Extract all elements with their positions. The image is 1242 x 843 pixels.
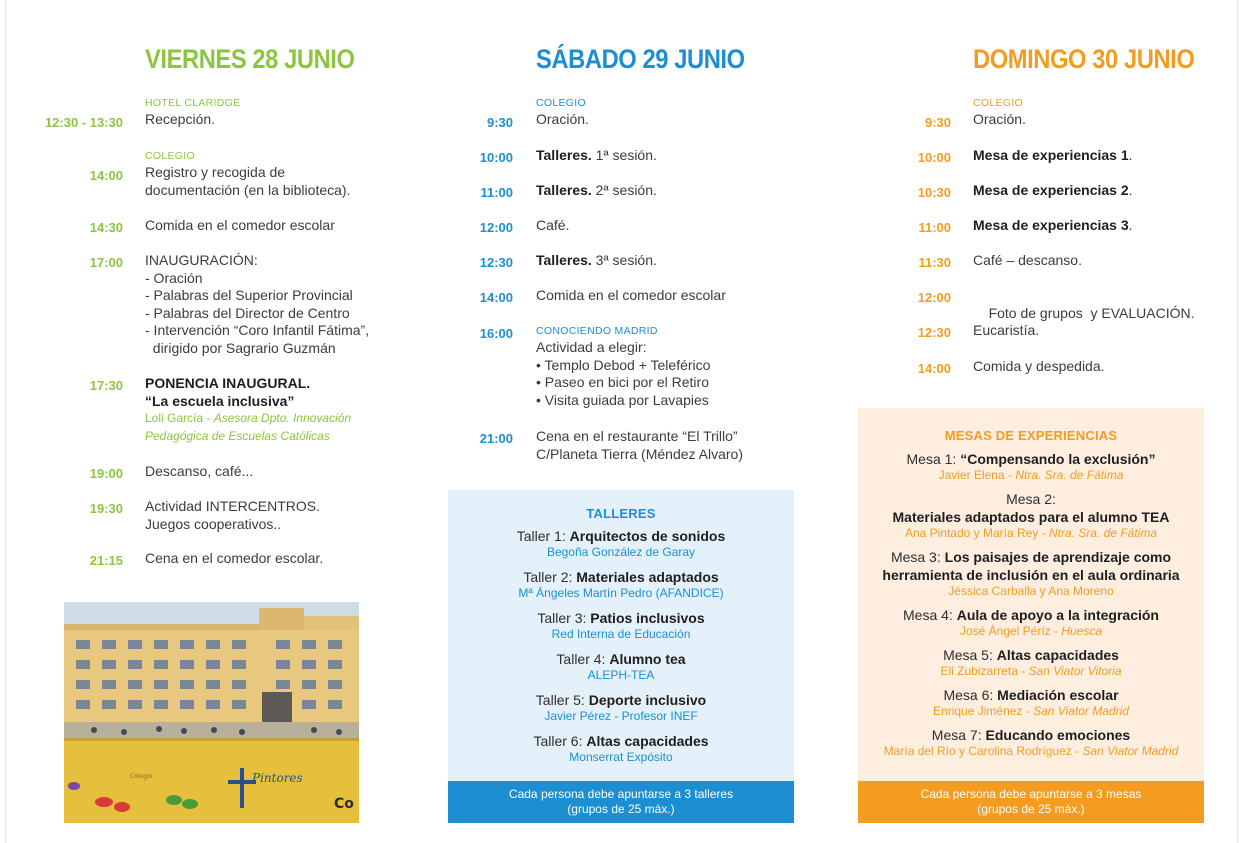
sunday-time-5: 11:30 [918,255,951,270]
location-label: COLEGIO [536,97,586,109]
saturday-entry-3: Talleres. 2ª sesión. [536,182,657,198]
sunday-entry-3: Mesa de experiencias 2. [973,182,1133,198]
saturday-entry-4: Café. [536,217,570,233]
saturday-time-2: 10:00 [479,150,513,165]
friday-title: VIERNES 28 JUNIO [145,44,355,74]
talleres-footer: Cada persona debe apuntarse a 3 talleres (grupos de 25 máx.) [448,781,794,823]
taller-item: Taller 5: Deporte inclusivo Javier Pérez - Profesor INEF [535,692,707,723]
friday-entry-4: INAUGURACIÓN: - Oración - Palabras del Superior Provincial - Palabras del Director de Centro - Intervención “Coro Infantil Fátima”, dirigido por Sagrario Guzmán [145,252,370,356]
sunday-entry-7: Eucaristía. [973,322,1040,338]
friday-time-3: 14:30 [89,220,123,235]
sunday-entry-6: Foto de grupos y EVALUACIÓN. [988,304,1195,321]
saturday-entry-6: Comida en el comedor escolar [536,287,726,303]
saturday-time-1: 9:30 [486,115,513,130]
wall-sign-text: Colegio [130,773,153,780]
saturday-time-8: 21:00 [479,431,513,446]
friday-time-2: 14:00 [89,168,123,183]
mesas-footer: Cada persona debe apuntarse a 3 mesas (grupos de 25 máx.) [858,781,1204,823]
friday-entry-2: COLEGIO Registro y recogida de documentación (en la biblioteca). [145,150,351,198]
speaker-credit: Loli García - Asesora Dpto. Innovación Pedagógica de Escuelas Católicas [145,411,352,443]
friday-entry-5: PONENCIA INAUGURAL. “La escuela inclusiva” Loli García - Asesora Dpto. Innovación Pedagógica de Escuelas Católicas [145,375,351,445]
talleres-box [448,490,794,823]
saturday-time-7: 16:00 [479,326,513,341]
friday-time-5: 17:30 [89,378,123,393]
sunday-time-7: 12:30 [917,325,951,340]
friday-time-1: 12:30 - 13:30 [44,115,123,130]
friday-entry-3: Comida en el comedor escolar [145,217,335,233]
left-margin-line [5,0,6,843]
friday-entry-7: Actividad INTERCENTROS. Juegos cooperativos.. [145,498,321,532]
location-label: CONOCIENDO MADRID [536,325,658,337]
saturday-entry-5: Talleres. 3ª sesión. [536,252,657,268]
school-photo [64,602,359,823]
sunday-entry-8: Comida y despedida. [973,358,1105,374]
friday-entry-6: Descanso, café... [145,463,254,479]
saturday-time-6: 14:00 [479,290,513,305]
sunday-time-2: 10:00 [917,150,951,165]
mesa-item: Mesa 7: Educando emociones María del Río y Carolina Rodríguez - San Viator Madrid [883,727,1179,758]
mesa-item: Mesa 1: “Compensando la exclusión” Javier Elena - Ntra. Sra. de Fátima [906,451,1156,482]
friday-time-6: 19:00 [89,466,123,481]
sunday-time-4: 11:00 [918,220,951,235]
location-label: HOTEL CLARIDGE [145,97,241,109]
saturday-time-4: 12:00 [479,220,513,235]
location-label: COLEGIO [145,150,195,162]
mesa-item: Mesa 4: Aula de apoyo a la integración José Ángel Péríz - Huesca [903,607,1159,638]
saturday-title: SÁBADO 29 JUNIO [536,44,745,74]
mesas-title: MESAS DE EXPERIENCIAS [944,428,1118,443]
sunday-title: DOMINGO 30 JUNIO [973,44,1195,74]
sunday-entry-4: Mesa de experiencias 3. [973,217,1133,233]
friday-time-8: 21:15 [89,553,123,568]
friday-time-4: 17:00 [89,255,123,270]
sunday-time-6: 12:00 [917,290,951,305]
taller-item: Taller 1: Arquitectos de sonidos Begoña González de Garay [516,528,726,559]
sunday-entry-2: Mesa de experiencias 1. [973,147,1133,163]
sunday-entry-5: Café – descanso. [973,252,1082,268]
mesa-item: Mesa 2: Materiales adaptados para el alumno TEA Ana Pintado y María Rey - Ntra. Sra. de Fátima [892,491,1170,540]
taller-item: Taller 2: Materiales adaptados Mª Ángeles Martín Pedro (AFANDICE) [518,569,724,600]
location-label: COLEGIO [973,97,1023,109]
mesa-item: Mesa 5: Altas capacidades Eli Zubizarreta - San Viator Vitoria [940,647,1122,678]
friday-time-7: 19:30 [89,501,123,516]
wall-painted-text: Pintores [252,771,303,785]
taller-item: Taller 3: Patios inclusivos Red Interna de Educación [537,610,705,641]
mesas-box [858,408,1204,823]
saturday-time-5: 12:30 [479,255,513,270]
taller-item: Taller 6: Altas capacidades Monserrat Expósito [533,733,709,764]
saturday-time-3: 11:00 [480,185,513,200]
taller-item: Taller 4: Alumno tea ALEPH-TEA [556,651,686,682]
mesa-item: Mesa 3: Los paisajes de aprendizaje como herramienta de inclusión en el aula ordinaria Jéssica Carballa y Ana Moreno [882,549,1180,598]
right-margin-line [1237,0,1238,843]
saturday-entry-7: CONOCIENDO MADRID Actividad a elegir: • Templo Debod + Teleférico • Paseo en bici por el Retiro • Visita guiada por Lavapies [536,325,711,408]
saturday-entry-8: Cena en el restaurante “El Trillo” C/Planeta Tierra (Méndez Alvaro) [536,428,743,462]
friday-entry-1: HOTEL CLARIDGE Recepción. [145,97,241,127]
saturday-entry-1: COLEGIO Oración. [536,97,589,127]
sunday-entry-1: COLEGIO Oración. [973,97,1026,127]
sunday-time-8: 14:00 [917,361,951,376]
saturday-entry-2: Talleres. 1ª sesión. [536,147,657,163]
sunday-time-1: 9:30 [924,115,951,130]
talleres-title: TALLERES [586,506,656,521]
sunday-time-3: 10:30 [917,185,951,200]
mesa-item: Mesa 6: Mediación escolar Enrique Jiménez - San Viator Madrid [933,687,1129,718]
friday-entry-8: Cena en el comedor escolar. [145,550,324,566]
wall-painted-text-2: Co [334,796,354,812]
